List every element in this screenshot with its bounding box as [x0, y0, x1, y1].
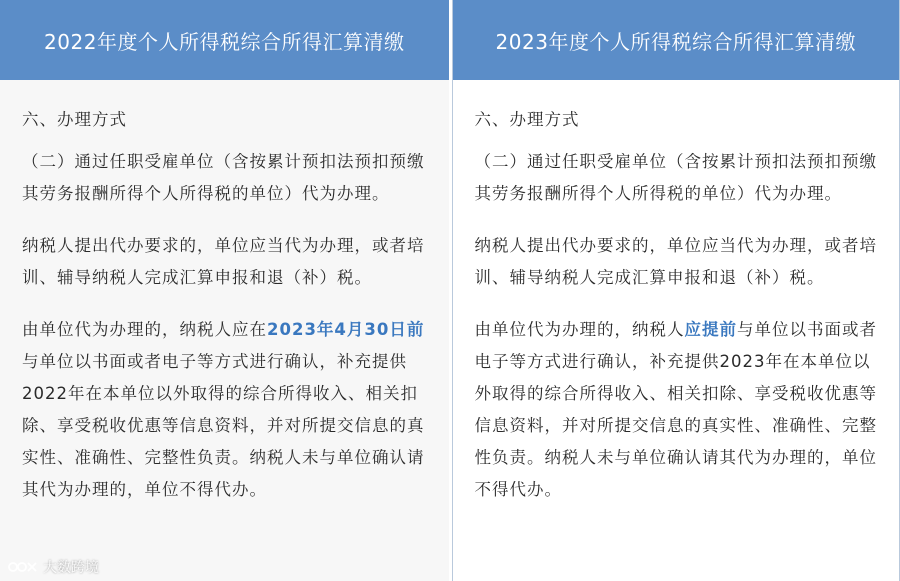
- watermark: [8, 557, 99, 577]
- section-title: 六、办理方式: [474, 110, 580, 129]
- column-header-2022: 2022年度个人所得税综合所得汇算清缴: [0, 0, 449, 80]
- column-2023: [452, 0, 900, 581]
- watermark-text: 大数跨境: [43, 560, 99, 576]
- paragraph-3: [475, 314, 878, 506]
- column-body-2022: [0, 80, 449, 526]
- paragraph-3: [22, 314, 427, 506]
- brand-logo-icon: [8, 560, 38, 574]
- paragraph-2: 纳税人提出代办要求的，单位应当代为办理，或者培训、辅导纳税人完成汇算申报和退（补）税。: [474, 236, 877, 287]
- paragraph-3-text: 由单位代为办理的，纳税人: [474, 320, 685, 339]
- paragraph-1: （二）通过任职受雇单位（含按累计预扣法预扣预缴其劳务报酬所得个人所得税的单位）代为办理。: [22, 152, 425, 203]
- paragraph-1: （二）通过任职受雇单位（含按累计预扣法预扣预缴其劳务报酬所得个人所得税的单位）代为办理。: [474, 152, 877, 203]
- paragraph-3-text-rest: 与单位以书面或者电子等方式进行确认，补充提供2023年在本单位以外取得的综合所得收入、相关扣除、享受税收优惠等信息资料，并对所提交信息的真实性、准确性、完整性负责。纳税人未与单位确认请其代为办理的，单位不得代办。: [474, 320, 877, 499]
- deadline-highlight: 2023年4月30日前: [267, 320, 425, 339]
- column-2022: [0, 0, 449, 581]
- deadline-highlight: 应提前: [684, 320, 737, 339]
- paragraph-2: 纳税人提出代办要求的，单位应当代为办理，或者培训、辅导纳税人完成汇算申报和退（补）税。: [22, 236, 425, 287]
- section-title: 六、办理方式: [22, 110, 127, 129]
- column-header-2023: 2023年度个人所得税综合所得汇算清缴: [453, 0, 900, 80]
- paragraph-3-text: 由单位代为办理的，纳税人应在: [22, 320, 267, 339]
- paragraph-3-text-rest: 与单位以书面或者电子等方式进行确认，补充提供2022年在本单位以外取得的综合所得收入、相关扣除、享受税收优惠等信息资料，并对所提交信息的真实性、准确性、完整性负责。纳税人未与单位确认请其代为办理的，单位不得代办。: [22, 352, 425, 499]
- column-body-2023: [453, 80, 900, 526]
